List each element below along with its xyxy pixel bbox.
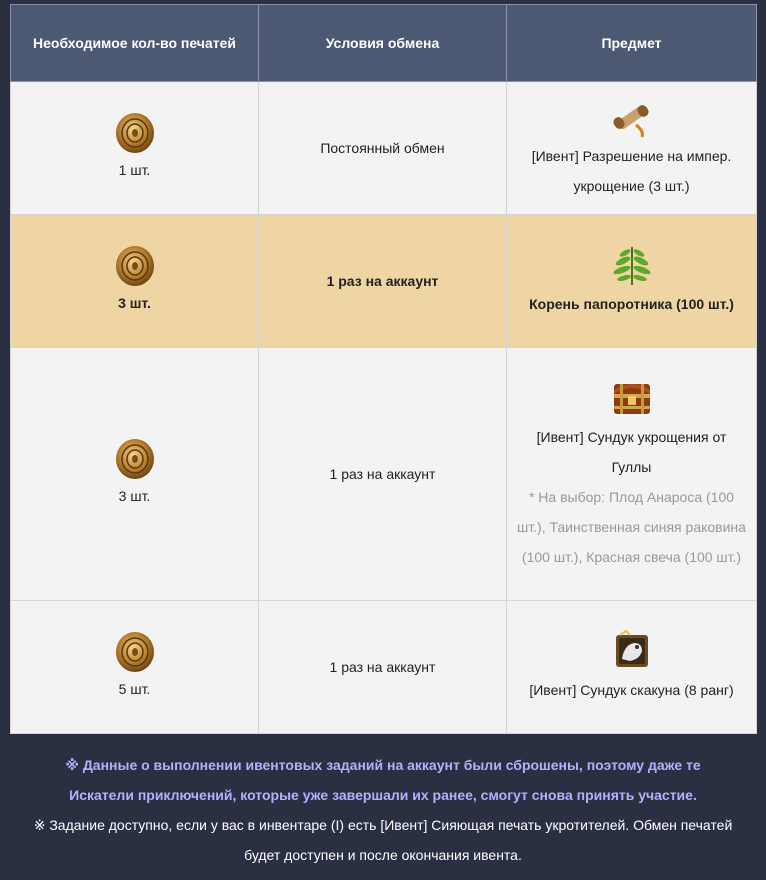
item-choice-note: * На выбор: Плод Анароса (100 шт.), Таинственная синяя раковина (100 шт.), Красная свеча (100 шт.) xyxy=(517,489,746,565)
footer-note-reset: ※ Данные о выполнении ивентовых заданий на аккаунт были сброшены, поэтому даже те Искатели приключений, которые уже завершали их ранее, смогут снова принять участие. xyxy=(65,757,701,803)
exchange-condition: 1 раз на аккаунт xyxy=(259,348,507,601)
item-cell xyxy=(507,601,757,734)
footer-notes xyxy=(0,750,766,870)
item-name: [Ивент] Сундук скакуна (8 ранг) xyxy=(529,682,734,698)
table-row xyxy=(11,215,757,348)
seal-icon xyxy=(113,111,157,155)
mount-chest-icon xyxy=(610,629,654,673)
seal-icon xyxy=(113,437,157,481)
exchange-condition: 1 раз на аккаунт xyxy=(259,601,507,734)
seal-exchange-table xyxy=(10,4,757,734)
item-cell xyxy=(507,215,757,348)
table-header-row xyxy=(11,5,757,82)
table-row xyxy=(11,82,757,215)
seal-quantity: 5 шт. xyxy=(118,681,151,697)
item-name: [Ивент] Разрешение на импер. укрощение (3 шт.) xyxy=(531,148,732,194)
scroll-icon xyxy=(610,95,654,139)
seal-cell xyxy=(11,348,259,601)
seal-icon xyxy=(113,630,157,674)
fern-icon xyxy=(610,243,654,287)
item-cell xyxy=(507,348,757,601)
seal-cell xyxy=(11,82,259,215)
seal-exchange-table-wrap xyxy=(10,4,756,734)
seal-quantity: 3 шт. xyxy=(118,488,151,504)
table-row xyxy=(11,601,757,734)
seal-cell xyxy=(11,215,259,348)
header-exchange-condition: Условия обмена xyxy=(259,5,507,82)
exchange-condition: 1 раз на аккаунт xyxy=(259,215,507,348)
header-seal-count: Необходимое кол-во печатей xyxy=(11,5,259,82)
header-item: Предмет xyxy=(507,5,757,82)
seal-quantity: 1 шт. xyxy=(118,162,151,178)
item-name: [Ивент] Сундук укрощения от Гуллы xyxy=(536,429,727,475)
chest-icon xyxy=(610,376,654,420)
seal-icon xyxy=(113,244,157,288)
table-row xyxy=(11,348,757,601)
seal-quantity: 3 шт. xyxy=(118,295,151,311)
exchange-condition: Постоянный обмен xyxy=(259,82,507,215)
footer-note-availability: ※ Задание доступно, если у вас в инвентаре (I) есть [Ивент] Сияющая печать укротителей. Обмен печатей будет доступен и после окончания ивента. xyxy=(33,817,733,863)
seal-cell xyxy=(11,601,259,734)
item-name: Корень папоротника (100 шт.) xyxy=(529,296,734,312)
item-cell xyxy=(507,82,757,215)
